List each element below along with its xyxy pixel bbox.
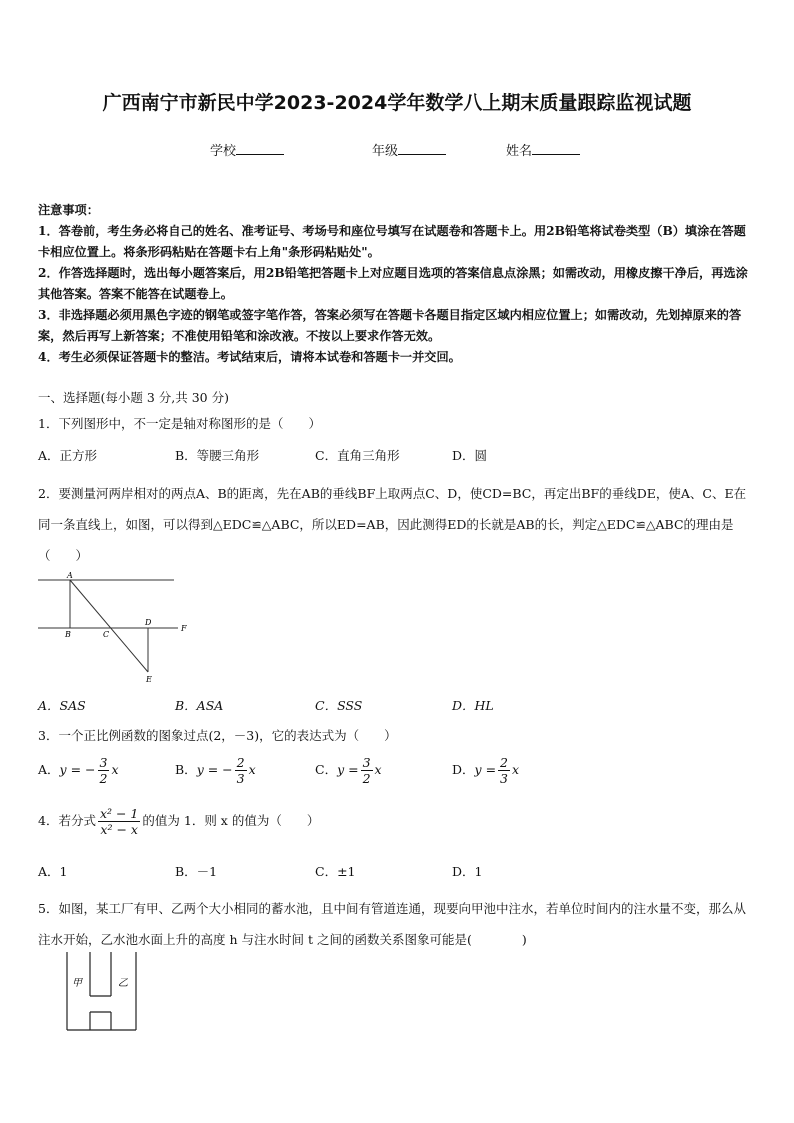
question-3-stem: 3．一个正比例函数的图象过点(2，－3)，它的表达式为（ ） [38,728,397,743]
fraction [361,755,373,786]
option-c [315,755,382,786]
name-blank [532,142,580,155]
stem-pre: 4．若分式 [38,813,96,828]
name-field [506,140,580,159]
expr-suffix: x [111,762,119,777]
school-label: 学校 [210,144,237,159]
tank-jia-label: 甲 [72,978,82,989]
river-measurement-figure [36,568,196,686]
numerator: 3 [362,755,371,770]
expr-prefix: y = [474,762,497,777]
stem-post: 的值为 1．则 x 的值为（ ） [142,813,320,828]
expr-suffix: x [512,762,520,777]
notes-heading: 注意事项： [38,203,99,217]
fraction [98,755,110,786]
segment-ae [70,580,148,672]
expr-suffix: x [374,762,382,777]
water-tanks-figure [64,950,140,1032]
option-d: D．HL [452,698,494,713]
note-item: 4．考生必须保证答题卡的整洁。考试结束后，请将本试卷和答题卡一并交回。 [38,350,461,364]
label-d: D [145,618,152,627]
fraction [98,806,140,837]
question-4-stem [38,806,758,846]
question-3-options [38,755,758,793]
school-blank [236,142,284,155]
option-c: C．直角三角形 [315,448,400,463]
fraction [498,755,510,786]
expr-prefix: y = − [59,762,96,777]
question-2-stem: 2．要测量河两岸相对的两点A、B的距离，先在AB的垂线BF上取两点C、D，使CD=BC，再定出BF的垂线DE，使A、C、E在同一条直线上，如图，可以得到△EDC≌△ABC，所以ED=AB，因此测得ED的长就是AB的长，判定△EDC≌△ABC的理由是（ ） [38,486,747,563]
denominator: 2 [362,771,371,786]
option-d [452,755,519,786]
denominator: 3 [236,771,245,786]
name-label: 姓名 [506,144,533,159]
option-label: D． [452,762,475,777]
tank-yi-label: 乙 [118,978,128,989]
page-title: 广西南宁市新民中学2023-2024学年数学八上期末质量跟踪监视试题 [102,92,692,114]
option-a: A．SAS [38,698,86,713]
note-item: 3．非选择题必须用黑色字迹的钢笔或签字笔作答，答案必须写在答题卡各题目指定区域内相应位置上；如需改动，先划掉原来的答案，然后再写上新答案；不准使用铅笔和涂改液。不按以上要求作答无效。 [38,308,742,343]
grade-field [372,140,446,159]
denominator: 3 [500,771,508,786]
notes-block [38,200,758,368]
question-2-options [38,696,758,726]
grade-blank [398,142,446,155]
note-item: 2．作答选择题时，选出每小题答案后，用2B铅笔把答题卡上对应题目选项的答案信息点涂黑；如需改动，用橡皮擦干净后，再选涂其他答案。答案不能答在试题卷上。 [38,266,748,301]
numerator: 2 [500,755,508,770]
grade-label: 年级 [372,144,399,159]
section-heading: 一、选择题(每小题 3 分,共 30 分) [38,390,229,405]
label-b: B [65,630,71,639]
option-a: A．正方形 [38,448,98,463]
option-a: A．1 [38,864,68,879]
option-b: B．－1 [175,864,218,879]
option-c: C．SSS [315,698,363,713]
option-label: A． [38,762,60,777]
option-a [38,755,119,786]
expr-prefix: y = − [196,762,233,777]
note-item: 1．答卷前，考生务必将自己的姓名、准考证号、考场号和座位号填写在试题卷和答题卡上。用2B铅笔将试卷类型（B）填涂在答题卡相应位置上。将条形码粘贴在答题卡右上角"条形码粘贴处"。 [38,224,746,259]
question-5-stem: 5．如图，某工厂有甲、乙两个大小相同的蓄水池，且中间有管道连通，现要向甲池中注水，若单位时间内的注水量不变，那么从注水开始，乙水池水面上升的高度 h 与注水时间 t 之间的函数关系图象可能是( ) [38,901,746,947]
question-4-options [38,862,758,892]
expr-prefix: y = [337,762,359,777]
denominator: x² − x [100,822,138,837]
option-b: B．ASA [175,698,224,713]
expr-suffix: x [248,762,256,777]
school-field [210,140,284,159]
question-1-stem: 1．下列图形中，不一定是轴对称图形的是（ ） [38,416,321,431]
option-label: C． [315,762,338,777]
numerator: 2 [236,755,245,770]
option-d: D．圆 [452,448,488,463]
option-c: C．±1 [315,864,356,879]
label-f: F [181,624,187,633]
option-label: B． [175,762,197,777]
option-d: D．1 [452,864,483,879]
fraction [235,755,247,786]
label-c: C [103,630,110,639]
numerator: 3 [99,755,108,770]
option-b [175,755,256,786]
option-b: B．等腰三角形 [175,448,260,463]
numerator: x² − 1 [99,806,139,821]
label-e: E [146,675,152,684]
question-1-options [38,446,758,476]
denominator: 2 [99,771,108,786]
label-a: A [67,571,73,580]
